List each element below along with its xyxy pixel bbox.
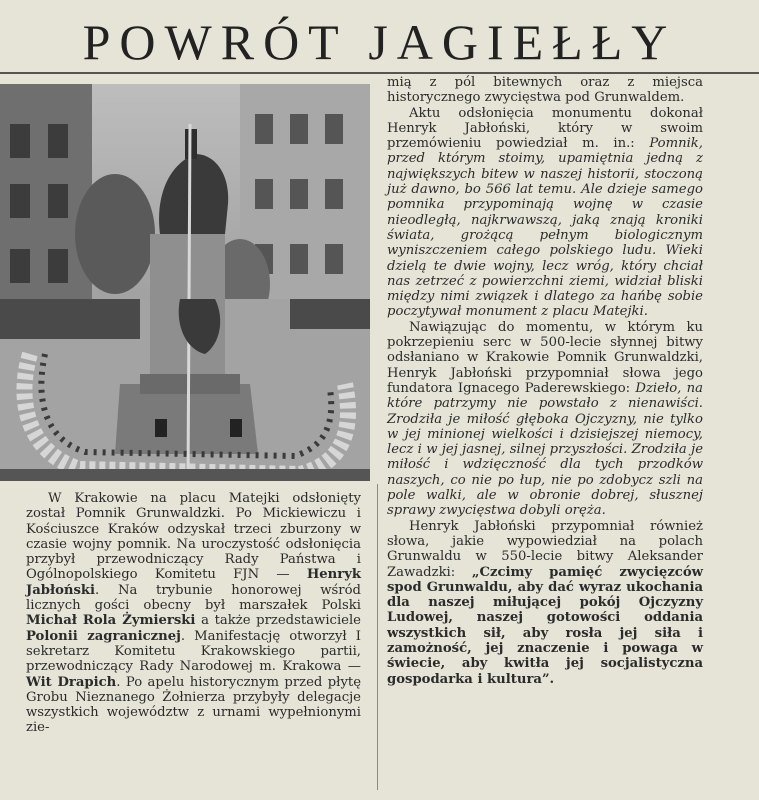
zawadzki-quote: „Czcimy pamięć zwycięzców spod Grunwaldu, aby dać wyraz ukochania dla naszej miłującej pokój Ojczyzny Ludowej, naszej gotowości oddania wszystkich sił, aby rosła jej siła i zamożność, jej znaczenie i powaga w świecie, aby kwitła jej socjalistyczna gospodarka i kultura”. [387,564,703,687]
paderewski-paragraph [387,320,703,519]
paderewski-intro: Nawiązując do momentu, w którym ku pokrzepieniu serc w 500-lecie słynnej bitwy odsłaniano w Krakowie Pomnik Grunwaldzki, Henryk Jabłoński przypomniał słowa jego fundatora Ignacego Paderewskiego: [387,319,703,396]
left-column [26,491,361,736]
name-jablonski: Henryk Jabłoński [26,567,361,598]
intro-text-5: . Po apelu historycznym przed płytę Grobu Nieznanego Żołnierza przybyły delegacje wszystkich województw z urnami wypełnionymi zie- [26,674,361,736]
name-drapich: Wit Drapich [26,674,117,690]
headline-rule [0,72,759,74]
intro-text-4: . Manifestację otworzył I sekretarz Komitetu Krakowskiego partii, przewodniczący Rady Narodowej m. Krakowa — [26,628,361,675]
polonia: Polonii zagranicznej [26,628,181,644]
name-zymierski: Michał Rola Żymierski [26,613,196,629]
intro-text-3: a także przedstawiciele [195,613,361,629]
grunwald-monument-image [0,84,370,481]
zawadzki-intro: Henryk Jabłoński przypomniał również słowa, jakie wypowiedział na polach Grunwaldu w 550-lecie bitwy Aleksander Zawadzki: [387,518,703,580]
intro-text-1: W Krakowie na placu Matejki odsłonięty został Pomnik Grunwaldzki. Po Mickiewiczu i Kościuszce Kraków odzyskał trzeci zburzony w czasie wojny pomnik. Na uroczystość odsłonięcia przybył przewodniczący Rady Państwa i Ogólnopolskiego Komitetu FJN — [26,491,361,583]
zawadzki-paragraph [387,519,703,687]
speech-paragraph [387,106,703,320]
intro-paragraph [26,491,361,736]
continuation-paragraph: mią z pól bitewnych oraz z miejsca historycznego zwycięstwa pod Grunwaldem. [387,75,703,106]
column-divider [377,484,378,790]
speech-intro: Aktu odsłonięcia monumentu dokonał Henryk Jabłoński, który w swoim przemówieniu powiedział m. in.: [387,105,703,152]
intro-text-2: . Na trybunie honorowej wśród licznych gości obecny był marszałek Polski [26,582,361,614]
monument-photo [0,84,370,481]
right-column [387,75,703,687]
paderewski-quote: Dzieło, na które patrzymy nie powstało z nienawiści. Zrodziła je miłość głęboka Ojczyzny, nie tylko w jej minionej wielkości i dzisiejszej niemocy, lecz i w jej jasnej, silnej przyszłości. Zrodziła je miłość i wdzięczność dla tych przodków naszych, co nie po łup, nie po zdobycz szli na pole walki, ale w obronie dobrej, słusznej sprawy zwycięstwa dobyli oręża. [387,380,703,519]
speech-quote: Pomnik, przed którym stoimy, upamiętnia jedną z największych bitew w naszej historii, stoczoną już dawno, bo 566 lat temu. Ale dzieje samego pomnika przypominają wojnę w czasie nieodległą, najkrwawszą, jaką znają kroniki świata, grożącą pełnym biologicznym wyniszczeniem całego polskiego ludu. Wieki dzielą te dwie wojny, lecz wróg, który chciał nas zetrzeć z powierzchni ziemi, widział bliski między nimi związek i dlatego za hańbę sobie poczytywał monument z placu Matejki. [387,136,703,320]
headline: POWRÓT JAGIEŁŁY [82,14,677,70]
